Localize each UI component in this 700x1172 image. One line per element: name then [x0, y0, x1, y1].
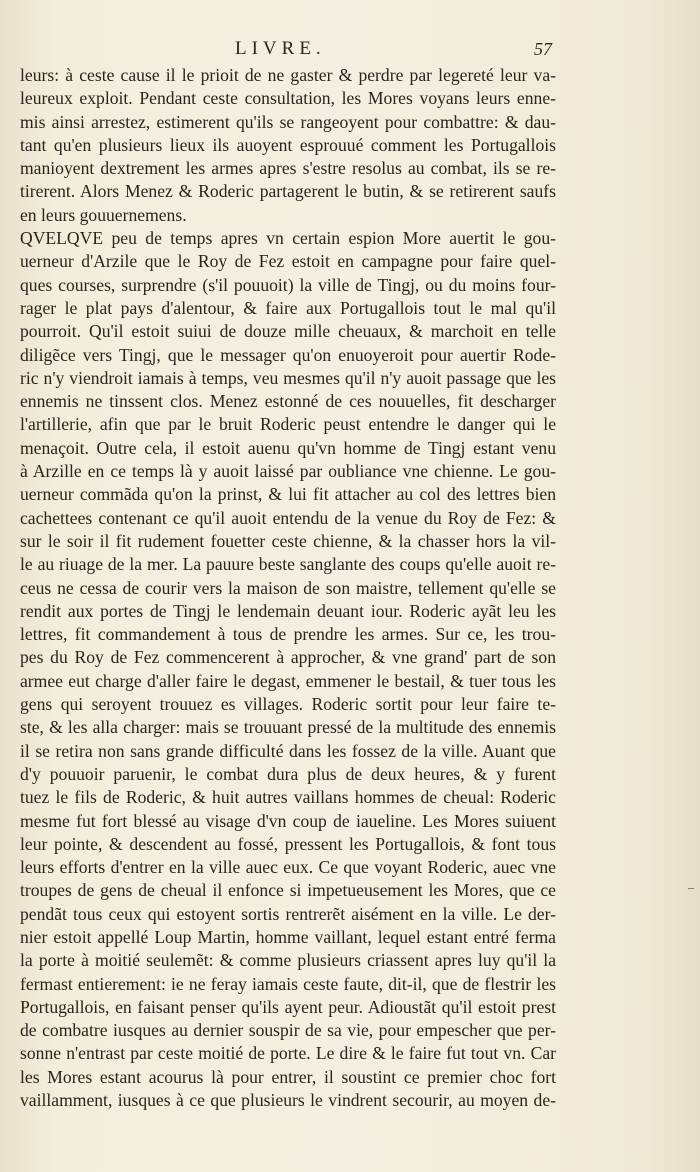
text-line: troupes de gens de cheual il enfonce si impetueusement les Mores, que ce	[20, 880, 556, 901]
text-line: vaillamment, iusques à ce que plusieurs le vindrent secourir, au moyen de-	[20, 1090, 556, 1111]
text-line: gens qui seroyent trouuez es villages. Roderic sortit pour leur faire te-	[20, 694, 556, 715]
text-line: ste, & les alla charger: mais se trouuant pressé de la multitude des ennemis	[20, 717, 556, 738]
text-line: tant qu'en plusieurs lieux ils auoyent esprouué comment les Portugallois	[20, 134, 556, 155]
text-line: rendit aux portes de Tingj le lendemain deuant iour. Roderic ayãt leu les	[20, 600, 556, 621]
text-line: l'artillerie, afin que par le bruit Roderic peust entendre le danger qui le	[20, 414, 556, 435]
text-line: il se retira non sans grande difficulté dans les fossez de la ville. Auant que	[20, 740, 556, 761]
text-line: leurs: à ceste cause il le prioit de ne gaster & perdre par legereté leur va-	[20, 65, 556, 85]
text-line: ques courses, surprendre (s'il pouuoit) la ville de Tingj, ou du moins four-	[20, 274, 556, 295]
text-line: uerneur d'Arzile que le Roy de Fez estoit en campagne pour faire quel-	[20, 251, 556, 272]
text-line: à Arzille en ce temps là y auoit laissé par oubliance vne chienne. Le gou-	[20, 461, 556, 482]
text-line: lettres, fit commandement à tous de prendre les armes. Sur ce, les trou-	[20, 624, 556, 645]
text-line: mesme fut fort blessé au visage d'vn coup de iaueline. Les Mores suiuent	[20, 810, 556, 831]
text-line: sonne n'entrast par ceste moitié de porte. Le dire & le faire fut tout vn. Car	[20, 1043, 556, 1064]
text-line: de combatre iusques au dernier souspir de sa vie, pour empescher que per-	[20, 1020, 556, 1041]
text-line: leurs efforts d'entrer en la ville auec eux. Ce que voyant Roderic, auec vne	[20, 857, 556, 878]
text-line: cachettees contenant ce qu'il auoit entendu de la venue du Roy de Fez: &	[20, 507, 556, 528]
text-line: pendãt tous ceux qui estoyent sortis rentrerẽt aisément en la ville. Le der-	[20, 903, 556, 924]
running-title: LIVRE.	[235, 38, 326, 59]
text-line: ceus ne cessa de courir vers la maison de son maistre, tellement qu'elle se	[20, 577, 556, 598]
text-line: leur pointe, & descendent au fossé, pressent les Portugallois, & font tous	[20, 833, 556, 854]
text-line: les Mores estant acourus là pour entrer, il soustint ce premier choc fort	[20, 1066, 556, 1087]
margin-mark	[688, 888, 694, 889]
text-line: la porte à moitié seulemẽt: & comme plusieurs criassent apres luy qu'il la	[20, 950, 556, 971]
text-line: en leurs gouuernemens.	[20, 204, 187, 225]
text-line: leureux exploit. Pendant ceste consultation, les Mores voyans leurs enne-	[20, 88, 556, 109]
text-line: menaçoit. Outre cela, il estoit auenu qu'vn homme de Tingj estant venu	[20, 437, 556, 458]
text-line: sur le soir il fit rudement fouetter ceste chienne, & la chasser hors la vil-	[20, 530, 556, 551]
text-line: tirerent. Alors Menez & Roderic partagerent le butin, & se retirerent saufs	[20, 181, 556, 202]
text-line: tuez le fils de Roderic, & huit autres vaillans hommes de cheual: Roderic	[20, 787, 556, 808]
text-line: pourroit. Qu'il estoit suiui de douze mille cheuaux, & marchoit en telle	[20, 321, 556, 342]
page-number: 57	[534, 39, 552, 59]
text-line: nier estoit appellé Loup Martin, homme vaillant, lequel estant entré ferma	[20, 926, 556, 947]
text-line: fermast entierement: ie ne feray iamais ceste faute, dit-il, que de flestrir les	[20, 973, 556, 994]
text-line: manioyent dextrement les armes apres s'estre resolus au combat, ils se re-	[20, 158, 556, 179]
text-line: d'y pouuoir paruenir, le combat dura plus de deux heures, & y furent	[20, 763, 556, 784]
text-line: diligẽce vers Tingj, que le messager qu'on enuoyeroit pour auertir Rode-	[20, 344, 556, 365]
text-line: ric n'y viendroit iamais à temps, veu mesmes qu'il n'y auoit passage que les	[20, 367, 556, 388]
text-line: QVELQVE peu de temps apres vn certain espion More auertit le gou-	[20, 228, 556, 249]
text-line: uerneur commãda qu'on la prinst, & lui fit attacher au col des lettres bien	[20, 484, 556, 505]
text-line: ennemis ne tinssent clos. Menez estonné de ces nouuelles, fit descharger	[20, 391, 556, 412]
body-text	[20, 64, 556, 1112]
text-line: pes du Roy de Fez commencerent à approcher, & vne grand' part de son	[20, 647, 556, 668]
running-head	[0, 38, 700, 62]
text-line: Portugallois, en faisant penser qu'ils ayent peur. Adioustãt qu'il estoit prest	[20, 996, 556, 1017]
text-line: le au riuage de la mer. La pauure beste sanglante des coups qu'elle auoit re-	[20, 554, 556, 575]
text-line: rager le plat pays d'alentour, & faire aux Portugallois tout le mal qu'il	[20, 297, 556, 318]
text-line: mis ainsi arrestez, estimerent qu'ils se rangeoyent pour combattre: & dau-	[20, 111, 556, 132]
text-line: armee eut charge d'aller faire le degast, emmener le bestail, & tuer tous les	[20, 670, 556, 691]
